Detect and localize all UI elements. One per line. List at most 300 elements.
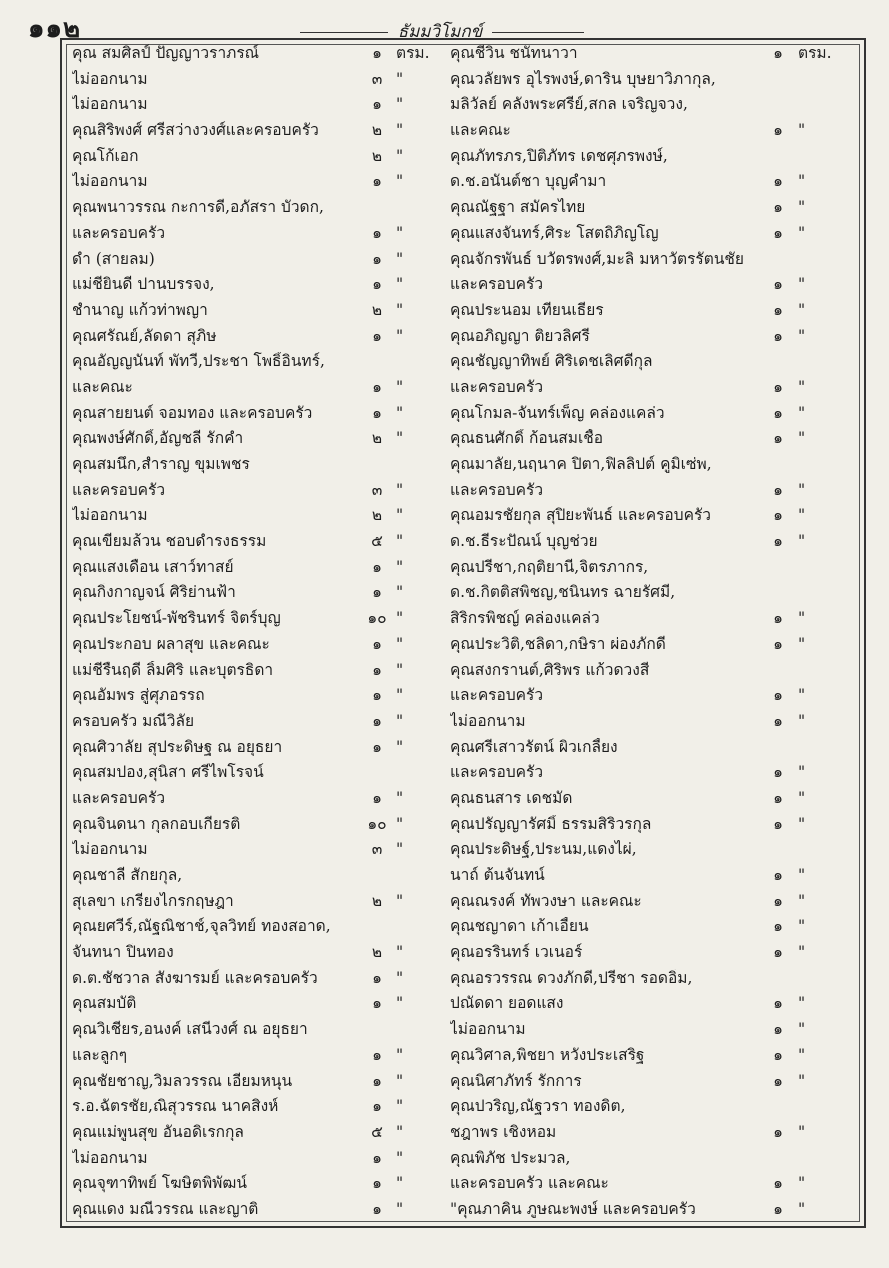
- donation-quantity: ๑: [372, 223, 382, 242]
- donor-entry: [450, 969, 854, 988]
- donor-entry: [72, 866, 440, 885]
- donor-entry: [72, 1097, 440, 1116]
- donation-unit: ": [396, 300, 404, 319]
- donation-unit: ": [798, 814, 806, 833]
- donation-unit: ": [396, 557, 404, 576]
- donor-entry: [450, 147, 854, 166]
- donor-entry: [450, 1200, 854, 1219]
- donation-unit: ": [798, 686, 806, 705]
- donation-unit: ": [396, 429, 404, 448]
- donation-quantity: ๑: [773, 1174, 783, 1193]
- donation-unit: ": [798, 711, 806, 730]
- donation-unit: ": [396, 1097, 404, 1116]
- donor-entry: [450, 1072, 854, 1091]
- donor-name: คุณนิศาภัทร์ รักการ: [450, 1071, 582, 1090]
- donor-entry: [450, 661, 854, 680]
- donor-name: คุณปรีชา,กฤติยานี,จิตรภากร,: [450, 557, 649, 576]
- donation-quantity: ๑: [773, 275, 783, 294]
- donation-unit: ": [396, 69, 404, 88]
- donation-quantity: ๑: [372, 1148, 382, 1167]
- donation-quantity: ๑: [372, 788, 382, 807]
- donation-quantity: ๑: [372, 968, 382, 987]
- donation-quantity: ๒: [371, 429, 383, 448]
- donation-quantity: ๑: [372, 1174, 382, 1193]
- donation-unit: ": [798, 121, 806, 140]
- donor-name: คุณสมปอง,สุนิสา ศรีไพโรจน์: [72, 763, 264, 782]
- donation-unit: ": [396, 1071, 404, 1090]
- donor-entry: [450, 172, 854, 191]
- donor-name: คุณพงษ์ศักดิ์,อัญชลี รักคำ: [72, 429, 244, 448]
- donation-quantity: ๕: [371, 532, 383, 551]
- donation-quantity: ๑: [773, 634, 783, 653]
- donor-name: ไม่ออกนาม: [72, 1148, 148, 1167]
- donor-entry: [450, 1149, 854, 1168]
- donor-name: แม่ชีรื่นฤดี ลิ้มศิริ และบุตรธิดา: [72, 660, 274, 679]
- donor-name: ไม่ออกนาม: [72, 840, 148, 859]
- donor-name: คุณเขียมล้วน ชอบดำรงธรรม: [72, 532, 267, 551]
- donation-unit: ": [798, 1122, 806, 1141]
- donation-unit: ": [396, 660, 404, 679]
- donor-name: ไม่ออกนาม: [72, 69, 148, 88]
- donation-quantity: ๑: [372, 634, 382, 653]
- donor-name: และครอบครัว: [450, 763, 544, 782]
- donor-name: คุณจินดนา กุลกอบเกียรติ: [72, 814, 241, 833]
- donor-entry: [72, 661, 440, 680]
- donor-entry: [72, 738, 440, 757]
- donor-entry: [450, 95, 854, 114]
- donation-quantity: ๑: [372, 737, 382, 756]
- donor-name: ดำ (สายลม): [72, 249, 155, 268]
- donor-name: คุณชัญญาทิพย์ ศิริเดชเลิศดีกุล: [450, 352, 653, 371]
- donor-name: คุณแม่พูนสุข อันอดิเรกกุล: [72, 1122, 244, 1141]
- donation-quantity: ๒: [371, 146, 383, 165]
- donor-entry: [72, 506, 440, 525]
- donor-entry: [450, 121, 854, 140]
- donor-entry: [450, 44, 854, 63]
- donation-quantity: ๑: [773, 763, 783, 782]
- donor-name: และครอบครัว: [450, 377, 544, 396]
- donor-name: คุณธนสาร เดชมัด: [450, 788, 573, 807]
- donor-entry: [72, 789, 440, 808]
- donor-entry: [450, 327, 854, 346]
- donor-entry: [450, 815, 854, 834]
- donor-name: คุณชัยชาญ,วิมลวรรณ เอี่ยมหนุน: [72, 1071, 293, 1090]
- donation-unit: ": [396, 840, 404, 859]
- donor-name: คุณศรัณย์,ลัดดา สุภิษ: [72, 326, 217, 345]
- donation-unit: ": [396, 223, 404, 242]
- donor-entry: [72, 994, 440, 1013]
- donation-unit: ": [396, 146, 404, 165]
- donor-entry: [72, 1149, 440, 1168]
- donation-quantity: ๑: [372, 1071, 382, 1090]
- donor-name: คุณธนศักดิ์ ก้อนสมเชื้อ: [450, 429, 604, 448]
- donor-name: ด.ช.ธีระปัณน์ บุญช่วย: [450, 532, 598, 551]
- left-column: [72, 44, 440, 1219]
- donation-quantity: ๒: [371, 300, 383, 319]
- donor-name: ด.ช.กิตติสพิชญ,ชนินทร ฉายรัศมี,: [450, 583, 676, 602]
- donation-quantity: ๑: [773, 686, 783, 705]
- donation-quantity: ๑: [773, 121, 783, 140]
- donor-name: มลิวัลย์ คลังพระศรีย์,สกล เจริญจวง,: [450, 95, 688, 114]
- donor-name: คุณจักรพันธ์ บวัตรพงศ์,มะลิ มหาวัตรรัตนชัย: [450, 249, 745, 268]
- donor-entry: [72, 1123, 440, 1142]
- donation-unit: ": [798, 1199, 806, 1218]
- donation-unit: ": [396, 403, 404, 422]
- donor-name: สิริกรพิชญ์ คล่องแคล่ว: [450, 609, 600, 628]
- donor-entry: [450, 506, 854, 525]
- donation-quantity: ๒: [371, 943, 383, 962]
- donation-unit: ": [798, 917, 806, 936]
- donor-name: คุณปวริญ,ณัฐวรา ทองดิต,: [450, 1097, 626, 1116]
- donor-entry: [72, 917, 440, 936]
- donor-name: คุณอรวรรณ ดวงภักดี,ปรีชา รอดอิ่ม,: [450, 968, 693, 987]
- donation-unit: ตรม.: [396, 44, 430, 62]
- donor-entry: [72, 583, 440, 602]
- donation-quantity: ๑: [372, 583, 382, 602]
- donor-name: ด.ช.อนันต์ชา บุญคำมา: [450, 172, 607, 191]
- donor-entry: [450, 583, 854, 602]
- donation-quantity: ๑: [773, 711, 783, 730]
- donation-quantity: ๑: [773, 891, 783, 910]
- donation-quantity: ๑: [773, 866, 783, 884]
- donation-unit: ": [396, 1174, 404, 1193]
- donor-entry: [450, 301, 854, 320]
- donation-unit: ": [396, 1148, 404, 1167]
- donation-unit: ": [396, 95, 404, 114]
- donor-name: และครอบครัว: [72, 788, 166, 807]
- donation-quantity: ๑: [773, 506, 783, 525]
- donor-name: และคณะ: [72, 377, 133, 396]
- donor-entry: [450, 70, 854, 89]
- donation-unit: ": [798, 275, 806, 294]
- donor-name: คุณปรัญญารัศมิ์ ธรรมสิริวรกุล: [450, 814, 652, 833]
- donation-unit: ": [798, 172, 806, 191]
- donor-entry: [72, 1020, 440, 1039]
- donor-name: คุณอัมพร สู่ศุภอรรถ: [72, 686, 205, 705]
- donation-quantity: ๒: [371, 891, 383, 910]
- donor-name: ปณัดดา ยอดแสง: [450, 994, 564, 1013]
- donor-entry: [450, 198, 854, 217]
- donor-name: คุณมาลัย,นฤนาค ปิตา,ฟิลลิปต์ คูมิเซ่พ,: [450, 455, 712, 473]
- donor-name: ไม่ออกนาม: [72, 95, 148, 114]
- donor-name: ไม่ออกนาม: [450, 1020, 526, 1039]
- donor-name: คุณพนาวรรณ กะการดี,อภัสรา บัวดก,: [72, 198, 324, 217]
- donor-name: คุณประวิติ,ชลิดา,กษิรา ผ่องภักดี: [450, 634, 666, 653]
- donation-quantity: ๑: [773, 1122, 783, 1141]
- donation-unit: ": [396, 1122, 404, 1141]
- donor-entry: [72, 172, 440, 191]
- donation-unit: ": [396, 480, 404, 499]
- donor-entry: [72, 198, 440, 217]
- donation-unit: ": [798, 300, 806, 319]
- donor-entry: [450, 1020, 854, 1039]
- donation-quantity: ๑: [773, 429, 783, 448]
- donation-unit: ": [396, 891, 404, 910]
- donor-entry: [450, 558, 854, 577]
- donor-name: คุณพิภัช ประมวล,: [450, 1148, 571, 1167]
- donation-unit: ": [396, 814, 404, 833]
- donor-entry: [450, 712, 854, 731]
- donor-entry: [72, 250, 440, 269]
- donation-quantity: ๑: [773, 1045, 783, 1064]
- donor-name: คุณแดง มณีวรรณ และญาติ: [72, 1199, 259, 1218]
- donation-unit: ": [798, 1020, 806, 1039]
- donor-entry: [72, 455, 440, 474]
- donation-unit: ": [798, 1045, 806, 1064]
- donor-entry: [72, 969, 440, 988]
- donor-name: คุณณัฐฐา สมัครไทย: [450, 198, 586, 217]
- donor-entry: [72, 1046, 440, 1065]
- donor-name: คุณอัญญนันท์ พัทวี,ประชา โพธิ์อินทร์,: [72, 352, 325, 371]
- donor-entry: [450, 250, 854, 269]
- donation-quantity: ๓: [371, 69, 383, 88]
- donation-unit: ": [396, 994, 404, 1013]
- header-rule-left: [300, 32, 388, 33]
- donor-name: ชฎาพร เชิงหอม: [450, 1122, 557, 1141]
- donor-name: คุณโกมล-จันทร์เพ็ญ คล่องแคล่ว: [450, 403, 665, 422]
- donor-name: คุณประนอม เทียนเธียร: [450, 300, 604, 319]
- donation-quantity: ๑: [773, 814, 783, 833]
- donor-entry: [72, 327, 440, 346]
- donation-unit: ": [798, 994, 806, 1013]
- donor-name: "คุณภาคิน ภูษณะพงษ์ และครอบครัว: [450, 1199, 696, 1218]
- donor-entry: [72, 352, 440, 371]
- donation-unit: ": [798, 429, 806, 448]
- donor-entry: [72, 95, 440, 114]
- donor-entry: [72, 378, 440, 397]
- donor-name: คุณศรีเสาวรัตน์ ผิวเกลี้ยง: [450, 737, 618, 756]
- donor-entry: [450, 455, 854, 474]
- donation-unit: ": [396, 121, 404, 140]
- donor-entry: [450, 866, 854, 885]
- donation-quantity: ๑: [773, 480, 783, 499]
- donor-name: คุณวลัยพร อุไรพงษ์,ดาริน บุษยาวิภากุล,: [450, 69, 716, 88]
- donor-entry: [450, 686, 854, 705]
- donation-unit: ": [798, 891, 806, 910]
- donation-unit: ": [798, 223, 806, 242]
- donor-entry: [72, 224, 440, 243]
- donation-unit: ": [798, 198, 806, 217]
- donor-entry: [450, 429, 854, 448]
- donor-name: ด.ต.ชัชวาล สังฆารมย์ และครอบครัว: [72, 968, 318, 987]
- donation-unit: ": [396, 249, 404, 268]
- donor-entry: [450, 352, 854, 371]
- donation-unit: ": [798, 634, 806, 653]
- donor-name: คุณสงกรานต์,ศิริพร แก้วดวงสี: [450, 660, 650, 679]
- donation-quantity: ๑: [773, 1020, 783, 1039]
- donor-name: คุณ สมศิลป์ ปัญญาวราภรณ์: [72, 44, 260, 62]
- donor-entry: [450, 738, 854, 757]
- donation-quantity: ๑: [372, 377, 382, 396]
- donation-quantity: ๑: [773, 917, 783, 936]
- donation-quantity: ๑: [372, 403, 382, 422]
- donation-unit: ": [798, 480, 806, 499]
- donation-unit: ": [396, 711, 404, 730]
- donor-entry: [450, 994, 854, 1013]
- donation-quantity: ๑๐: [367, 609, 387, 628]
- donation-unit: ตรม.: [798, 44, 832, 62]
- donation-quantity: ๓: [371, 480, 383, 499]
- donor-entry: [450, 1046, 854, 1065]
- donor-name: คุณประดิษฐ์,ประนม,แดงไผ่,: [450, 840, 637, 859]
- donation-quantity: ๑: [773, 943, 783, 962]
- donor-entry: [72, 635, 440, 654]
- donation-quantity: ๕: [371, 1122, 383, 1141]
- donor-entry: [72, 943, 440, 962]
- donor-name: คุณอภิญญา ติยวลิศรี: [450, 326, 590, 345]
- donation-unit: ": [396, 686, 404, 705]
- donation-unit: ": [396, 583, 404, 602]
- donation-unit: ": [798, 377, 806, 396]
- donor-name: และครอบครัว: [450, 275, 544, 294]
- donor-entry: [72, 609, 440, 628]
- donor-entry: [72, 429, 440, 448]
- donation-quantity: ๑: [773, 326, 783, 345]
- donor-entry: [450, 763, 854, 782]
- donor-entry: [72, 840, 440, 859]
- donor-name: คุณณรงค์ ทัพวงษา และคณะ: [450, 891, 642, 910]
- donation-unit: ": [798, 609, 806, 628]
- donor-name: และครอบครัว: [72, 480, 166, 499]
- donor-entry: [72, 815, 440, 834]
- donor-name: นาถ์ ต้นจันทน์: [450, 866, 545, 884]
- donor-entry: [72, 686, 440, 705]
- donor-name: และครอบครัว และคณะ: [450, 1174, 609, 1193]
- donor-name: จันทนา ปิ่นทอง: [72, 943, 174, 962]
- donation-quantity: ๑: [773, 1199, 783, 1218]
- donor-entry: [72, 1072, 440, 1091]
- donation-unit: ": [396, 968, 404, 987]
- donor-entry: [450, 789, 854, 808]
- donation-quantity: ๑: [372, 44, 382, 62]
- donor-entry: [450, 635, 854, 654]
- donor-name: คุณชาลี สักยกุล,: [72, 866, 183, 884]
- donation-quantity: ๓: [371, 840, 383, 859]
- donor-entry: [72, 763, 440, 782]
- donor-entry: [72, 712, 440, 731]
- donation-quantity: ๑: [773, 403, 783, 422]
- donation-unit: ": [396, 1045, 404, 1064]
- donor-entry: [450, 609, 854, 628]
- donor-name: คุณโก้เอก: [72, 146, 139, 165]
- donation-quantity: ๑: [372, 326, 382, 345]
- donor-name: คุณอมรชัยกุล สุปิยะพันธ์ และครอบครัว: [450, 506, 711, 525]
- donor-name: คุณสายยนต์ จอมทอง และครอบครัว: [72, 403, 313, 422]
- donation-quantity: ๑: [773, 788, 783, 807]
- donor-entry: [450, 224, 854, 243]
- donor-name: คุณยศวีร์,ณัฐณิชาช์,จุลวิทย์ ทองสอาด,: [72, 917, 331, 936]
- donor-entry: [450, 532, 854, 551]
- donor-name: คุณสิริพงศ์ ศรีสว่างวงศ์และครอบครัว: [72, 121, 319, 140]
- donation-unit: ": [396, 326, 404, 345]
- donor-name: คุณศิวาลัย สุประดิษฐ ณ อยุธยา: [72, 737, 283, 756]
- donation-quantity: ๑: [773, 223, 783, 242]
- donation-unit: ": [396, 1199, 404, 1218]
- donor-entry: [450, 1123, 854, 1142]
- donor-entry: [72, 44, 440, 63]
- donor-name: คุณชีวิน ชนัทนาวา: [450, 44, 578, 62]
- donation-unit: ": [798, 1174, 806, 1193]
- donation-quantity: ๑: [372, 711, 382, 730]
- donor-entry: [72, 404, 440, 423]
- donation-quantity: ๑: [372, 249, 382, 268]
- donor-name: คุณแสงจันทร์,ศิระ โสตถิภิญโญ: [450, 223, 659, 242]
- donation-quantity: ๑: [773, 198, 783, 217]
- donor-name: คุณกิ่งกาญจน์ ศิริย่านฟ้า: [72, 583, 236, 602]
- donation-unit: ": [396, 506, 404, 525]
- donor-name: คุณแสงเดือน เสาว์ทาสย์: [72, 557, 234, 576]
- donation-quantity: ๑: [773, 1071, 783, 1090]
- header-rule-right: [492, 32, 584, 33]
- donation-unit: ": [798, 506, 806, 525]
- donor-entry: [450, 943, 854, 962]
- donation-quantity: ๑: [372, 275, 382, 294]
- donation-quantity: ๒: [371, 121, 383, 140]
- donor-entry: [72, 121, 440, 140]
- donor-entry: [450, 404, 854, 423]
- donor-name: ไม่ออกนาม: [72, 506, 148, 525]
- donor-entry: [72, 70, 440, 89]
- donation-unit: ": [396, 737, 404, 756]
- donor-entry: [72, 532, 440, 551]
- donation-unit: ": [396, 609, 404, 628]
- donation-quantity: ๑: [372, 1045, 382, 1064]
- page-number: ๑๑๒: [28, 14, 82, 44]
- donation-unit: ": [396, 377, 404, 396]
- donor-name: และคณะ: [450, 121, 511, 140]
- donation-quantity: ๑: [372, 660, 382, 679]
- donor-name: สุเลขา เกรียงไกรกฤษฎา: [72, 891, 234, 910]
- donation-quantity: ๑: [372, 95, 382, 114]
- donor-name: และครอบครัว: [450, 686, 544, 705]
- donation-unit: ": [798, 532, 806, 551]
- donor-entry: [72, 1174, 440, 1193]
- donation-quantity: ๑: [372, 686, 382, 705]
- donor-name: ครอบครัว มณีวิลัย: [72, 711, 195, 730]
- donation-quantity: ๑: [773, 377, 783, 396]
- donor-entry: [72, 301, 440, 320]
- donor-entry: [450, 917, 854, 936]
- donor-name: ร.อ.ฉัตรชัย,ณิสุวรรณ นาคสิงห์: [72, 1097, 279, 1116]
- donor-entry: [450, 378, 854, 397]
- donation-quantity: ๑: [773, 300, 783, 319]
- donation-quantity: ๑: [773, 172, 783, 191]
- donor-name: คุณวิเชียร,อนงค์ เสนีวงศ์ ณ อยุธยา: [72, 1020, 308, 1039]
- donation-unit: ": [798, 1071, 806, 1090]
- donor-name: และครอบครัว: [72, 223, 166, 242]
- donation-quantity: ๒: [371, 506, 383, 525]
- donor-name: คุณชญาดา เก้าเอี้ยน: [450, 917, 589, 936]
- donor-entry: [72, 1200, 440, 1219]
- donor-name: คุณจุฑาทิพย์ โฆษิตพิพัฒน์: [72, 1174, 247, 1193]
- donor-entry: [450, 840, 854, 859]
- donation-unit: ": [396, 172, 404, 191]
- donation-quantity: ๑: [773, 609, 783, 628]
- donor-name: คุณสมนึก,สำราญ ขุมเพชร: [72, 455, 250, 473]
- donation-quantity: ๑: [372, 557, 382, 576]
- donation-quantity: ๑: [372, 172, 382, 191]
- donation-quantity: ๑: [372, 1199, 382, 1218]
- donor-entry: [72, 275, 440, 294]
- donor-entry: [450, 1097, 854, 1116]
- donation-quantity: ๑๐: [367, 814, 387, 833]
- donor-name: ไม่ออกนาม: [450, 711, 526, 730]
- donation-quantity: ๑: [773, 44, 783, 62]
- donor-name: คุณอรรินทร์ เวเนอร์: [450, 943, 583, 962]
- donor-name: คุณประกอบ ผลาสุข และคณะ: [72, 634, 270, 653]
- donation-unit: ": [798, 943, 806, 962]
- donation-unit: ": [798, 403, 806, 422]
